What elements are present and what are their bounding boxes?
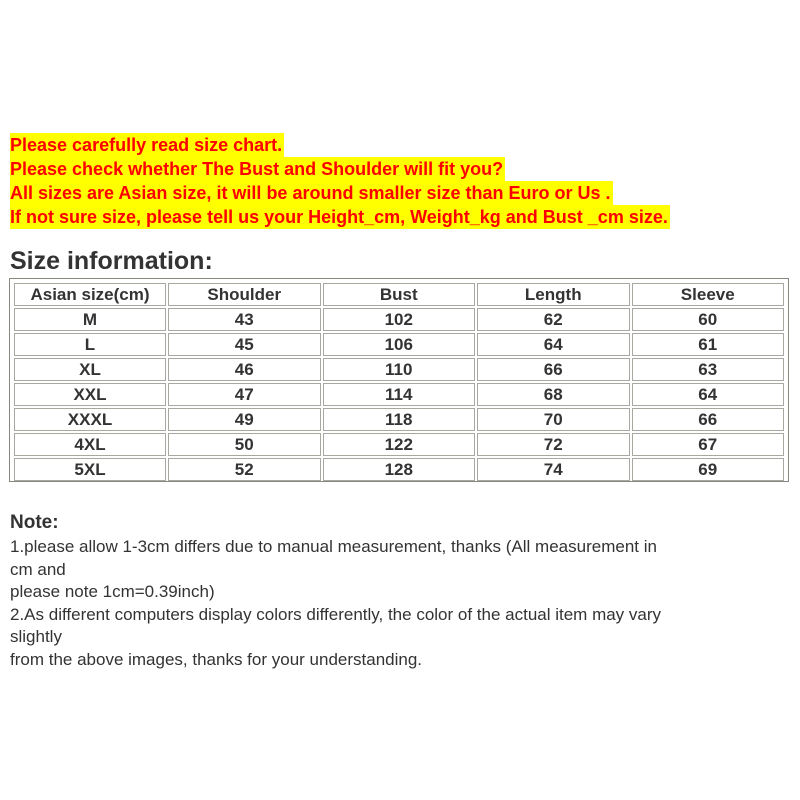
- header-shoulder: Shoulder: [168, 283, 321, 306]
- note-line-5: slightly: [10, 627, 62, 646]
- sleeve-cell: 63: [632, 358, 785, 381]
- length-cell: 66: [477, 358, 630, 381]
- bust-cell: 118: [323, 408, 476, 431]
- size-table: [12, 281, 786, 483]
- bust-cell: 114: [323, 383, 476, 406]
- table-row: [14, 358, 784, 381]
- warning-line-1: Please carefully read size chart.: [10, 135, 283, 155]
- header-sleeve: Sleeve: [632, 283, 785, 306]
- note-line-3: please note 1cm=0.39inch): [10, 582, 215, 601]
- size-table-header-row: [14, 283, 784, 306]
- shoulder-cell: 52: [168, 458, 321, 481]
- shoulder-cell: 49: [168, 408, 321, 431]
- size-cell: XXL: [14, 383, 166, 406]
- shoulder-cell: 47: [168, 383, 321, 406]
- shoulder-cell: 45: [168, 333, 321, 356]
- warning-banner: [10, 133, 790, 229]
- shoulder-cell: 50: [168, 433, 321, 456]
- length-cell: 64: [477, 333, 630, 356]
- size-cell: L: [14, 333, 166, 356]
- shoulder-cell: 43: [168, 308, 321, 331]
- size-cell: XXXL: [14, 408, 166, 431]
- note-line-1: 1.please allow 1-3cm differs due to manual measurement, thanks (All measurement in: [10, 537, 657, 556]
- sleeve-cell: 64: [632, 383, 785, 406]
- note-section: [10, 511, 780, 671]
- table-row: [14, 333, 784, 356]
- note-line-2: cm and: [10, 559, 66, 579]
- table-row: [14, 433, 784, 456]
- size-table-frame: [9, 278, 789, 482]
- header-bust: Bust: [323, 283, 476, 306]
- length-cell: 72: [477, 433, 630, 456]
- bust-cell: 122: [323, 433, 476, 456]
- bust-cell: 106: [323, 333, 476, 356]
- size-cell: M: [14, 308, 166, 331]
- warning-line-4: If not sure size, please tell us your Height_cm, Weight_kg and Bust _cm size.: [10, 207, 668, 227]
- table-row: [14, 408, 784, 431]
- warning-line-3: All sizes are Asian size, it will be around smaller size than Euro or Us .: [10, 183, 611, 203]
- size-information-title: Size information:: [10, 247, 213, 275]
- sleeve-cell: 67: [632, 433, 785, 456]
- size-cell: 4XL: [14, 433, 166, 456]
- sleeve-cell: 60: [632, 308, 785, 331]
- sleeve-cell: 66: [632, 408, 785, 431]
- table-row: [14, 383, 784, 406]
- note-line-6: from the above images, thanks for your understanding.: [10, 649, 423, 669]
- sleeve-cell: 61: [632, 333, 785, 356]
- bust-cell: 110: [323, 358, 476, 381]
- length-cell: 70: [477, 408, 630, 431]
- size-cell: 5XL: [14, 458, 166, 481]
- note-title: Note:: [10, 512, 59, 533]
- table-row: [14, 308, 784, 331]
- length-cell: 74: [477, 458, 630, 481]
- warning-line-2: Please check whether The Bust and Shoulder will fit you?: [10, 159, 504, 179]
- shoulder-cell: 46: [168, 358, 321, 381]
- note-line-4: 2.As different computers display colors differently, the color of the actual item may vary: [10, 604, 662, 624]
- sleeve-cell: 69: [632, 458, 785, 481]
- table-row: [14, 458, 784, 481]
- bust-cell: 102: [323, 308, 476, 331]
- header-length: Length: [477, 283, 630, 306]
- bust-cell: 128: [323, 458, 476, 481]
- header-asian-size: Asian size(cm): [14, 283, 166, 306]
- length-cell: 68: [477, 383, 630, 406]
- size-cell: XL: [14, 358, 166, 381]
- length-cell: 62: [477, 308, 630, 331]
